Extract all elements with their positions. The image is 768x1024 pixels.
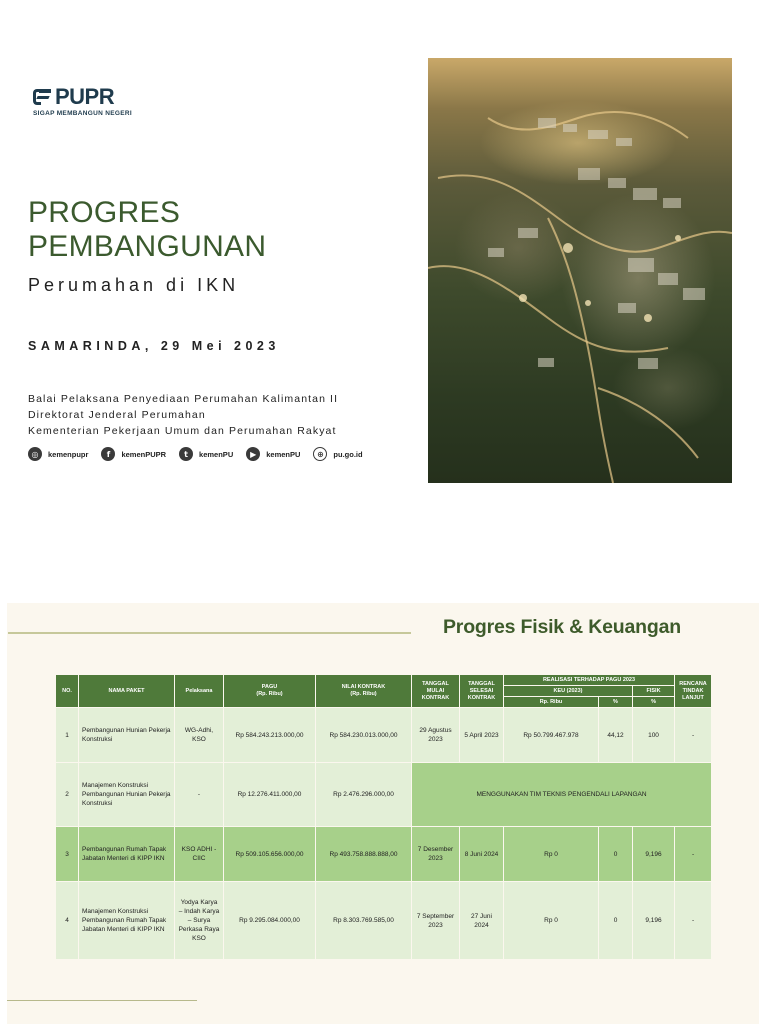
cell-no: 3 (56, 827, 79, 882)
social-facebook[interactable] (101, 447, 166, 461)
cell-no: 4 (56, 882, 79, 960)
header-nilai-kontrak (316, 675, 412, 708)
header-rp-ribu: Rp. Ribu (504, 697, 599, 708)
cell-keu-rp: Rp 0 (504, 827, 599, 882)
cell-no: 2 (56, 763, 79, 827)
cell-nilai-kontrak: Rp 493.758.888.888,00 (316, 827, 412, 882)
cell-tanggal-mulai: 7 September 2023 (412, 882, 460, 960)
cell-pagu: Rp 9.295.084.000,00 (224, 882, 316, 960)
cell-tanggal-selesai: 27 Juni 2024 (460, 882, 504, 960)
cell-tanggal-selesai: 5 April 2023 (460, 708, 504, 763)
header-nama-paket: NAMA PAKET (79, 675, 175, 708)
social-links (28, 447, 376, 461)
cover-title (28, 196, 266, 264)
cell-pelaksana: WG-Adhi, KSO (175, 708, 224, 763)
logo-tagline: SIGAP MEMBANGUN NEGERI (33, 110, 132, 117)
cell-tanggal-selesai: 8 Juni 2024 (460, 827, 504, 882)
cell-rencana: - (675, 882, 712, 960)
social-label: kemenPUPR (121, 449, 167, 459)
table-header-row (56, 675, 712, 686)
cell-nama-paket: Pembangunan Hunian Pekerja Konstruksi (79, 708, 175, 763)
organization-block (28, 391, 338, 439)
header-fisik-pct: % (633, 697, 675, 708)
cell-keu-pct: 0 (599, 827, 633, 882)
org-line-2: Direktorat Jenderal Perumahan (28, 409, 206, 421)
cell-fisik-pct: 100 (633, 708, 675, 763)
cell-note: MENGGUNAKAN TIM TEKNIS PENGENDALI LAPANGAN (412, 763, 712, 827)
facebook-icon: f (101, 447, 115, 461)
cell-keu-rp: Rp 0 (504, 882, 599, 960)
social-label: kemenPU (199, 449, 234, 459)
social-youtube[interactable] (246, 447, 300, 461)
org-line-1: Balai Pelaksana Penyediaan Perumahan Kalimantan II (28, 393, 339, 405)
title-rule (8, 632, 411, 634)
header-pagu-unit: (Rp. Ribu) (256, 691, 283, 697)
logo-wordmark: PUPR (55, 84, 115, 109)
cell-fisik-pct: 9,196 (633, 827, 675, 882)
header-tanggal-mulai: TANGGAL MULAI KONTRAK (412, 675, 460, 708)
cell-tanggal-mulai: 29 Agustus 2023 (412, 708, 460, 763)
pupr-logo (33, 85, 132, 117)
cell-keu-rp: Rp 50.799.467.978 (504, 708, 599, 763)
header-pagu-label: PAGU (261, 684, 278, 690)
header-keu-pct: % (599, 697, 633, 708)
cell-pagu: Rp 509.105.656.000,00 (224, 827, 316, 882)
cover-title-line-1: PROGRES (28, 196, 181, 229)
progress-table (55, 674, 712, 960)
pupr-logo-mark-icon (33, 87, 53, 107)
table-row (56, 882, 712, 960)
header-realisasi: REALISASI TERHADAP PAGU 2023 (504, 675, 675, 686)
cell-pelaksana: - (175, 763, 224, 827)
social-label: kemenpupr (48, 449, 89, 459)
cover-title-line-2: PEMBANGUNAN (28, 230, 267, 263)
header-no: NO. (56, 675, 79, 708)
cell-keu-pct: 44,12 (599, 708, 633, 763)
instagram-icon: ◎ (28, 447, 42, 461)
cell-no: 1 (56, 708, 79, 763)
cell-nama-paket: Pembangunan Rumah Tapak Jabatan Menteri di KIPP IKN (79, 827, 175, 882)
table-row (56, 763, 712, 827)
table-row (56, 708, 712, 763)
cell-pagu: Rp 12.276.411.000,00 (224, 763, 316, 827)
cell-nama-paket: Manajemen Konstruksi Pembangunan Hunian Pekerja Konstruksi (79, 763, 175, 827)
header-fisik: FISIK (633, 686, 675, 697)
cell-nilai-kontrak: Rp 2.476.296.000,00 (316, 763, 412, 827)
cell-keu-pct: 0 (599, 882, 633, 960)
ikn-aerial-photo (428, 58, 732, 483)
place-date: SAMARINDA, 29 Mei 2023 (28, 339, 280, 353)
header-pelaksana: Pelaksana (175, 675, 224, 708)
cell-fisik-pct: 9,196 (633, 882, 675, 960)
header-rencana: RENCANA TINDAK LANJUT (675, 675, 712, 708)
header-keu: KEU (2023) (504, 686, 633, 697)
cell-nilai-kontrak: Rp 584.230.013.000,00 (316, 708, 412, 763)
header-nilai-kontrak-unit: (Rp. Ribu) (350, 691, 377, 697)
aerial-city-illustration (428, 58, 732, 483)
cell-nama-paket: Manajemen Konstruksi Pembangunan Rumah Tapak Jabatan Menteri di KIPP IKN (79, 882, 175, 960)
table-row (56, 827, 712, 882)
social-twitter[interactable] (179, 447, 233, 461)
footer-rule (7, 1000, 197, 1001)
social-instagram[interactable] (28, 447, 88, 461)
youtube-icon: ▶ (246, 447, 260, 461)
progress-title: Progres Fisik & Keuangan (443, 616, 681, 638)
cell-pagu: Rp 584.243.213.000,00 (224, 708, 316, 763)
social-website[interactable] (313, 447, 362, 461)
cell-pelaksana: Yodya Karya – Indah Karya – Surya Perkasa Raya KSO (175, 882, 224, 960)
social-label: kemenPU (266, 449, 301, 459)
org-line-3: Kementerian Pekerjaan Umum dan Perumahan Rakyat (28, 425, 337, 437)
cell-nilai-kontrak: Rp 8.303.769.585,00 (316, 882, 412, 960)
cell-rencana: - (675, 708, 712, 763)
globe-icon: ⊕ (313, 447, 327, 461)
social-label: pu.go.id (333, 449, 363, 459)
cell-tanggal-mulai: 7 Desember 2023 (412, 827, 460, 882)
cell-pelaksana: KSO ADHI - CIIC (175, 827, 224, 882)
twitter-icon: t (179, 447, 193, 461)
cover-subtitle: Perumahan di IKN (28, 275, 240, 295)
cell-rencana: - (675, 827, 712, 882)
header-nilai-kontrak-label: NILAI KONTRAK (341, 684, 386, 690)
header-tanggal-selesai: TANGGAL SELESAI KONTRAK (460, 675, 504, 708)
header-pagu (224, 675, 316, 708)
progress-slide (7, 603, 759, 1024)
